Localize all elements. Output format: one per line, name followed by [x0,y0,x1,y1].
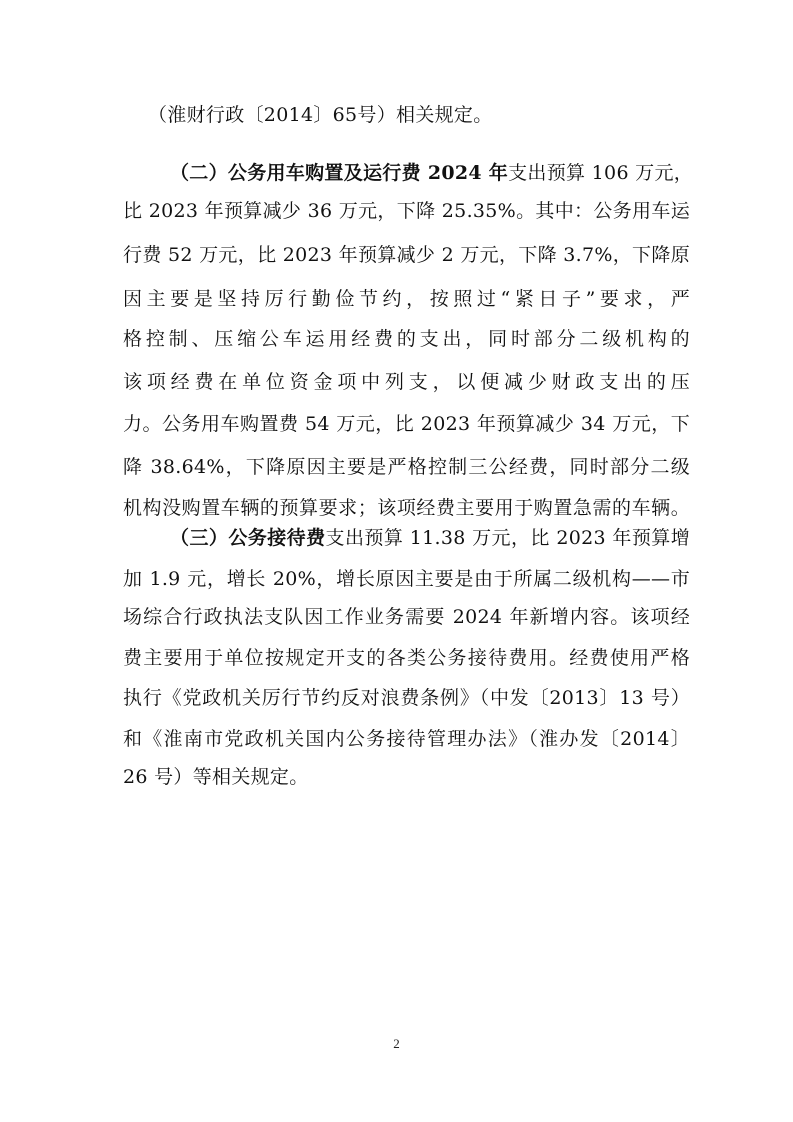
line-text: 降 38.64%，下降原因主要是严格控制三公经费，同时部分二级 [123,456,690,478]
paragraph-line [123,243,690,267]
paragraph-line [123,496,690,520]
paragraph-line [123,646,690,670]
paragraph-line [123,727,690,751]
line-text: 行费 52 万元，比 2023 年预算减少 2 万元，下降 3.7%，下降原 [123,244,690,266]
paragraph-line [123,455,690,479]
paragraph-line [148,103,493,127]
line-text: 力。公务用车购置费 54 万元，比 2023 年预算减少 34 万元，下 [123,413,690,435]
section-heading: （二）公务用车购置及运行费 2024 年 [170,162,509,184]
line-text: 和《淮南市党政机关国内公务接待管理办法》（淮办发〔2014〕 [123,728,690,750]
line-text: 费主要用于单位按规定开支的各类公务接待费用。经费使用严格 [123,647,690,669]
paragraph-line [123,199,690,223]
line-text: 机构没购置车辆的预算要求；该项经费主要用于购置急需的车辆。 [123,497,690,519]
line-text: 执行《党政机关厉行节约反对浪费条例》（中发〔2013〕13 号） [123,687,690,709]
paragraph-line [123,605,690,629]
line-text: 支出预算 11.38 万元，比 2023 年预算增 [325,527,690,549]
line-text: 因主要是坚持厉行勤俭节约，按照过“紧日子”要求，严 [123,288,690,310]
paragraph-line [123,567,690,591]
line-text: 场综合行政执法支队因工作业务需要 2024 年新增内容。该项经 [123,606,690,628]
paragraph-line [170,526,690,550]
line-text: 格控制、压缩公车运用经费的支出，同时部分二级机构的 [123,328,690,350]
line-text: 该项经费在单位资金项中列支，以便减少财政支出的压 [123,371,690,393]
paragraph-line [123,765,309,789]
page-number: 2 [393,1036,400,1051]
paragraph-line [123,287,690,311]
paragraph-line [123,370,690,394]
line-text: 比 2023 年预算减少 36 万元，下降 25.35%。其中：公务用车运 [123,200,690,222]
line-text: 加 1.9 元，增长 20%，增长原因主要是由于所属二级机构——市 [123,568,690,590]
paragraph-line [123,412,690,436]
line-text: 26 号）等相关规定。 [123,766,309,788]
paragraph-line [170,161,694,185]
section-heading: （三）公务接待费 [170,527,326,549]
line-text: （淮财行政〔2014〕65号）相关规定。 [148,104,493,126]
paragraph-line [123,327,690,351]
paragraph-line [123,686,690,710]
line-text: 支出预算 106 万元， [508,162,694,184]
